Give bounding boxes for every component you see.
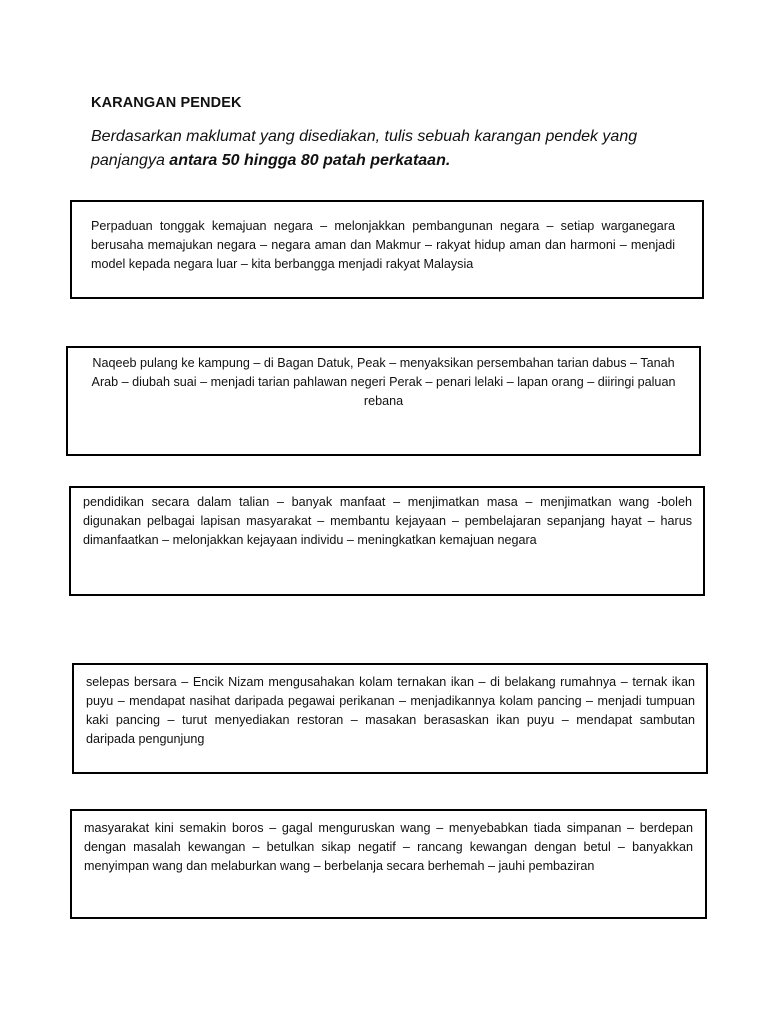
prompt-box-4	[72, 663, 708, 774]
prompt-text-2: Naqeeb pulang ke kampung – di Bagan Datuk, Peak – menyaksikan persembahan tarian dabus – Tanah Arab – diubah suai – menjadi tarian pahlawan negeri Perak – penari lelaki – lapan orang – diiringi paluan rebana	[91, 356, 676, 408]
prompt-text-1: Perpaduan tonggak kemajuan negara – melonjakkan pembangunan negara – setiap warganegara berusaha memajukan negara – negara aman dan Makmur – rakyat hidup aman dan harmoni – menjadi model kepada negara luar – kita berbangga menjadi rakyat Malaysia	[91, 219, 675, 271]
instruction-part-1: Berdasarkan maklumat yang disediakan, tulis sebuah karangan pendek yang panjangya	[91, 128, 638, 169]
prompt-box-2	[66, 346, 701, 456]
prompt-box-1	[70, 200, 704, 299]
page-title: KARANGAN PENDEK	[91, 95, 242, 111]
prompt-box-3	[69, 486, 705, 596]
instruction-word-limit: antara 50 hingga 80 patah perkataan.	[169, 152, 451, 169]
prompt-text-3: pendidikan secara dalam talian – banyak manfaat – menjimatkan masa – menjimatkan wang -boleh digunakan pelbagai lapisan masyarakat – membantu kejayaan – pembelajaran sepanjang hayat – harus dimanfaatkan – melonjakkan kejayaan individu – meningkatkan kemajuan negara	[83, 495, 692, 547]
prompt-box-5	[70, 809, 707, 919]
prompt-text-4: selepas bersara – Encik Nizam mengusahakan kolam ternakan ikan – di belakang rumahnya – ternak ikan puyu – mendapat nasihat daripada pegawai perikanan – menjadikannya kolam pancing – menjadi tumpuan kaki pancing – turut menyediakan restoran – masakan berasaskan ikan puyu – mendapat sambutan daripada pengunjung	[86, 675, 695, 746]
prompt-text-5: masyarakat kini semakin boros – gagal menguruskan wang – menyebabkan tiada simpanan – berdepan dengan masalah kewangan – betulkan sikap negatif – rancang kewangan dengan betul – banyakkan menyimpan wang dan melaburkan wang – berbelanja secara berhemah – jauhi pembaziran	[84, 821, 693, 873]
instruction-text	[91, 125, 691, 173]
